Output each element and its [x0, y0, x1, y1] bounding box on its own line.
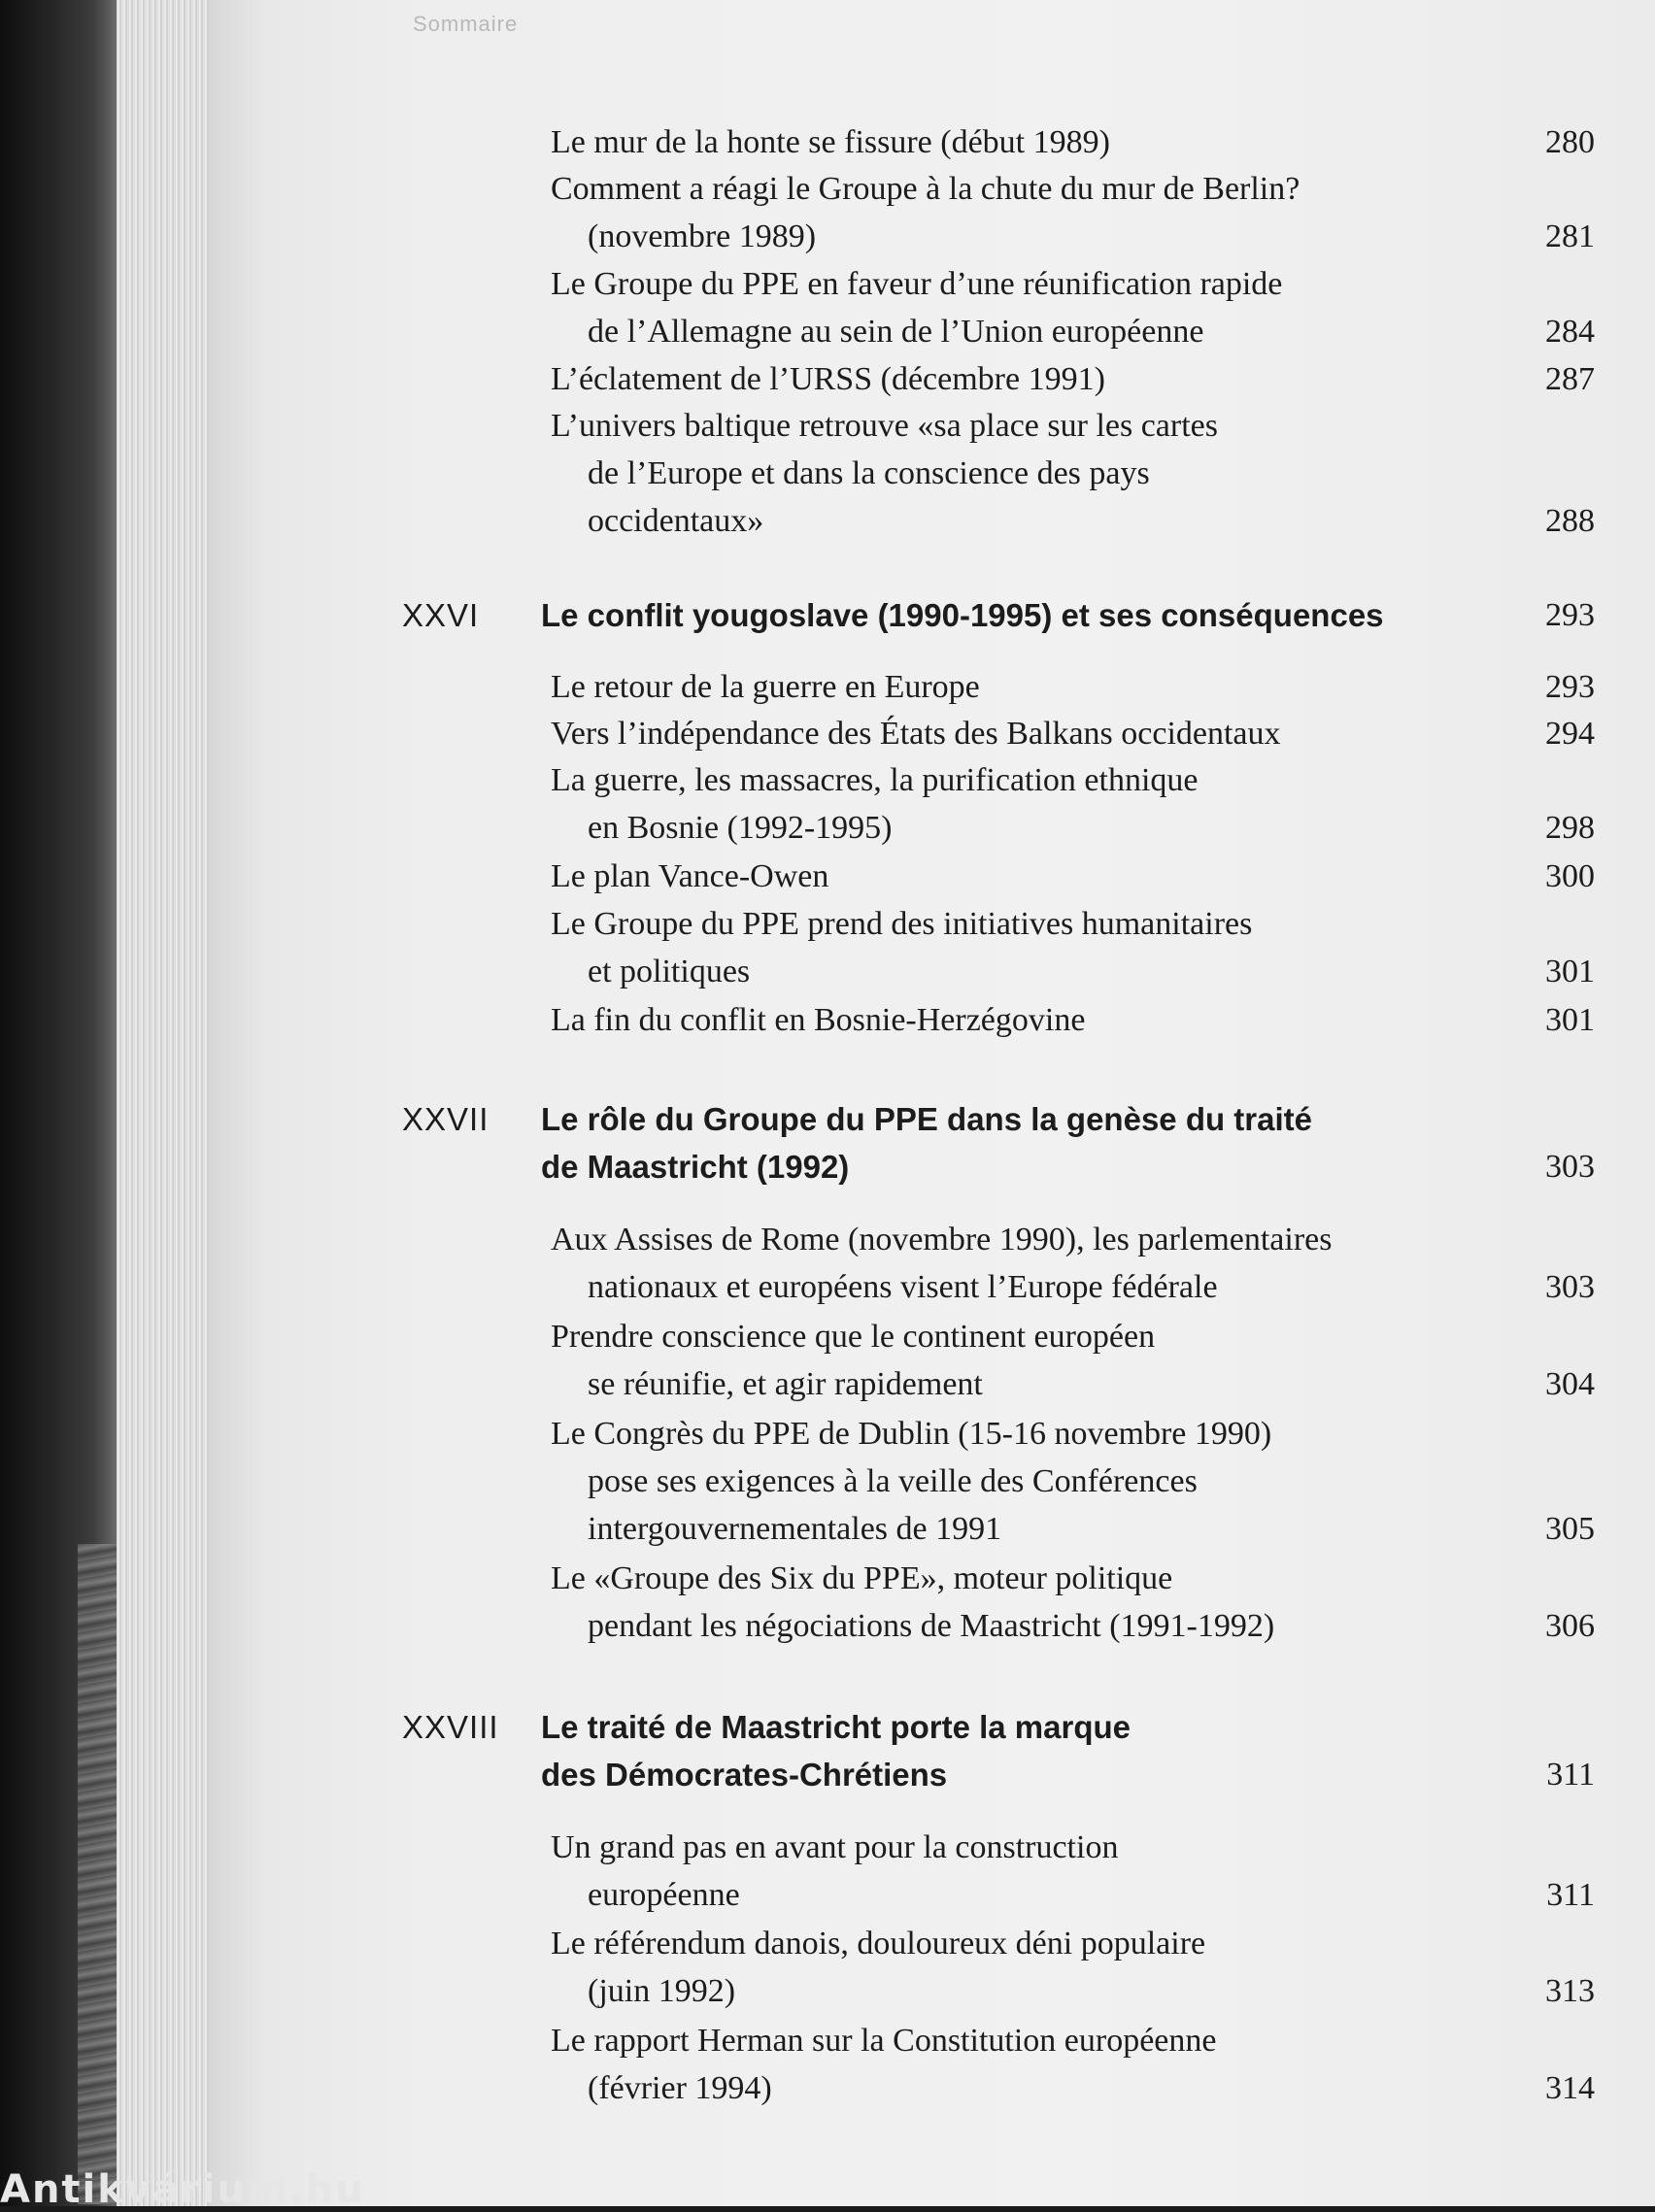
entry-page: 305 — [1545, 1511, 1595, 1547]
chapter-title-line: de Maastricht (1992) — [541, 1149, 850, 1185]
entry-page: 300 — [1545, 858, 1595, 894]
toc-entry — [551, 996, 1532, 1044]
entry-text-continued: pose ses exigences à la veille des Conférences — [588, 1463, 1198, 1499]
chapter-title — [541, 1095, 1522, 1190]
chapter-page: 311 — [1546, 1757, 1595, 1793]
entry-page: 294 — [1545, 716, 1595, 752]
entry-text: Le retour de la guerre en Europe — [551, 669, 980, 705]
toc-entry — [551, 260, 1532, 355]
entry-text-continued: nationaux et européens visent l’Europe fédérale — [588, 1269, 1218, 1305]
entry-text: Le plan Vance-Owen — [551, 858, 829, 894]
entry-text-continued: de l’Allemagne au sein de l’Union européenne — [588, 314, 1204, 350]
entry-text: L’univers baltique retrouve «sa place sur les cartes — [551, 408, 1218, 444]
entry-text-continued: et politiques — [588, 954, 751, 989]
entry-text-continued: (juin 1992) — [588, 1973, 736, 2009]
toc-entry — [551, 853, 1532, 900]
toc-entry — [551, 165, 1532, 260]
entry-page: 306 — [1545, 1608, 1595, 1644]
entry-page: 288 — [1545, 503, 1595, 539]
entry-text: L’éclatement de l’URSS (décembre 1991) — [551, 361, 1105, 397]
toc-entry — [551, 663, 1532, 711]
entry-page: 284 — [1545, 314, 1595, 350]
entry-text-continued: (février 1994) — [588, 2070, 772, 2106]
entry-page: 287 — [1545, 361, 1595, 397]
toc-entry — [551, 900, 1532, 995]
toc-entry — [551, 118, 1532, 166]
entry-text: Comment a réagi le Groupe à la chute du mur de Berlin? — [551, 171, 1300, 207]
entry-text-continued: en Bosnie (1992-1995) — [588, 810, 893, 846]
entry-page: 311 — [1546, 1877, 1595, 1913]
toc-entry — [551, 355, 1532, 403]
toc-entry — [551, 1920, 1532, 2015]
entry-text: Le «Groupe des Six du PPE», moteur politique — [551, 1560, 1173, 1596]
entry-text-continued: pendant les négociations de Maastricht (1991-1992) — [588, 1608, 1275, 1644]
entry-page: 303 — [1545, 1269, 1595, 1305]
toc-entry — [551, 1410, 1532, 1553]
entry-page: 314 — [1545, 2070, 1595, 2106]
entry-text: Le Congrès du PPE de Dublin (15-16 novembre 1990) — [551, 1416, 1272, 1452]
entry-text: Prendre conscience que le continent européen — [551, 1319, 1156, 1355]
entry-text-continued: (novembre 1989) — [588, 218, 817, 254]
entry-page: 313 — [1545, 1973, 1595, 2009]
entry-page: 293 — [1545, 669, 1595, 705]
chapter-page: 303 — [1545, 1149, 1595, 1185]
toc-entry — [551, 1313, 1532, 1408]
entry-text: Vers l’indépendance des États des Balkans occidentaux — [551, 716, 1281, 752]
entry-page: 280 — [1545, 124, 1595, 160]
entry-text-continued: européenne — [588, 1877, 740, 1913]
entry-text: Le Groupe du PPE en faveur d’une réunification rapide — [551, 266, 1283, 302]
entry-page: 281 — [1545, 218, 1595, 254]
toc-entry — [551, 402, 1532, 545]
entry-page: 301 — [1545, 1002, 1595, 1038]
toc-entry — [551, 1824, 1532, 1919]
entry-page: 298 — [1545, 810, 1595, 846]
entry-text: La fin du conflit en Bosnie-Herzégovine — [551, 1002, 1086, 1038]
chapter-title-line: Le traité de Maastricht porte la marque — [541, 1709, 1131, 1745]
watermark: Antikvárium.hu — [0, 2167, 365, 2212]
running-head: Sommaire — [413, 12, 519, 36]
entry-text: Aux Assises de Rome (novembre 1990), les parlementaires — [551, 1222, 1333, 1257]
chapter-number: XXVII — [402, 1101, 490, 1137]
entry-page: 304 — [1545, 1366, 1595, 1402]
chapter-title-line: des Démocrates-Chrétiens — [541, 1757, 948, 1793]
chapter-title-line: Le rôle du Groupe du PPE dans la genèse du traité — [541, 1101, 1312, 1137]
entry-text: La guerre, les massacres, la purification ethnique — [551, 762, 1199, 798]
toc-entry — [551, 1555, 1532, 1650]
chapter-number: XXVI — [402, 597, 480, 633]
entry-text: Le mur de la honte se fissure (début 1989) — [551, 124, 1110, 160]
chapter-title — [541, 1703, 1522, 1798]
chapter-title-line: Le conflit yougoslave (1990-1995) et ses conséquences — [541, 597, 1384, 633]
entry-text-continued: se réunifie, et agir rapidement — [588, 1366, 983, 1402]
chapter-page: 293 — [1545, 597, 1595, 633]
toc-entry — [551, 710, 1532, 757]
chapter-number: XXVIII — [402, 1709, 499, 1745]
chapter-title — [541, 591, 1522, 639]
entry-text: Le rapport Herman sur la Constitution européenne — [551, 2023, 1217, 2059]
toc-entry — [551, 1216, 1532, 1311]
entry-text-continued: de l’Europe et dans la conscience des pays — [588, 455, 1150, 491]
entry-text: Le référendum danois, douloureux déni populaire — [551, 1926, 1206, 1961]
entry-text: Le Groupe du PPE prend des initiatives humanitaires — [551, 906, 1253, 942]
entry-page: 301 — [1545, 954, 1595, 989]
entry-text-continued: occidentaux» — [588, 503, 764, 539]
entry-text: Un grand pas en avant pour la construction — [551, 1829, 1119, 1865]
toc-entry — [551, 756, 1532, 852]
toc-entry — [551, 2017, 1532, 2112]
entry-text-continued: intergouvernementales de 1991 — [588, 1511, 1002, 1547]
